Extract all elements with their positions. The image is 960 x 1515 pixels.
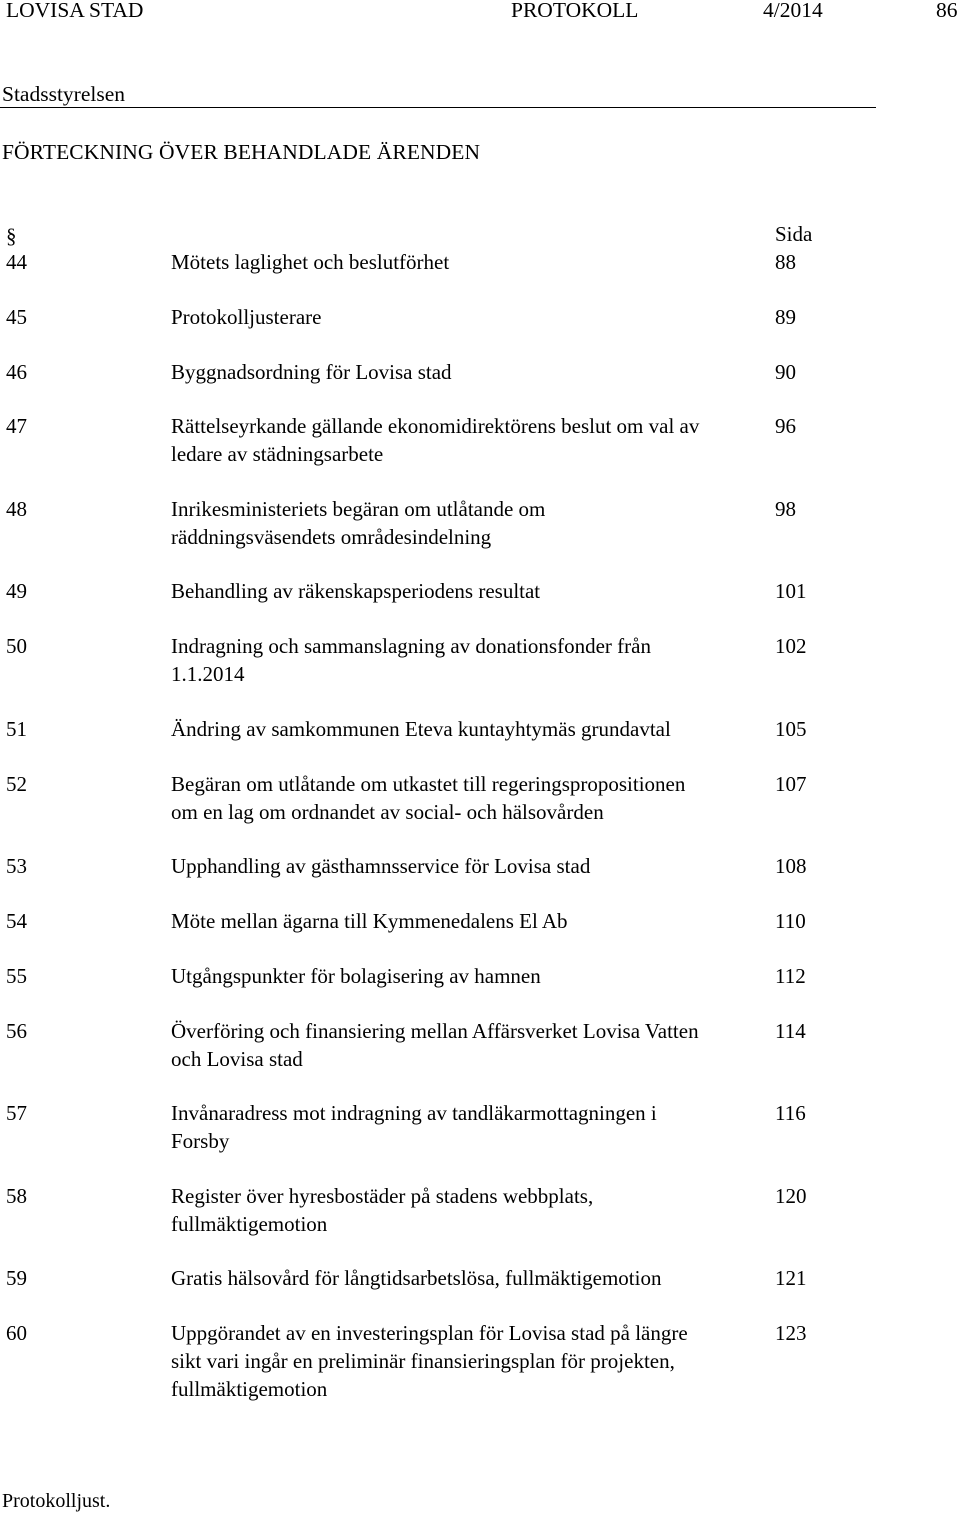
item-number: 53 [6,854,27,878]
item-number: 57 [6,1101,27,1125]
item-page: 123 [775,1321,807,1345]
item-page: 116 [775,1101,806,1125]
item-page: 107 [775,772,807,796]
item-number: 56 [6,1019,27,1043]
item-number: 47 [6,414,27,438]
item-page: 96 [775,414,796,438]
item-page: 112 [775,964,806,988]
item-title: Överföring och finansiering mellan Affärsverket Lovisa Vatten och Lovisa stad [171,1019,699,1071]
item-page: 114 [775,1019,806,1043]
item-number: 46 [6,360,27,384]
item-number: 58 [6,1184,27,1208]
item-page: 102 [775,634,807,658]
item-title: Register över hyresbostäder på stadens webbplats, fullmäktigemotion [171,1184,594,1236]
item-title: Upphandling av gästhamnsservice för Lovisa stad [171,854,591,878]
item-title: Invånaradress mot indragning av tandläkarmottagningen i Forsby [171,1101,657,1153]
item-title: Uppgörandet av en investeringsplan för Lovisa stad på längre sikt vari ingår en preliminär finansieringsplan för projekten, fullmäktigemotion [171,1321,688,1401]
item-page: 90 [775,360,796,384]
item-page: 88 [775,250,796,274]
item-page: 89 [775,305,796,329]
item-number: 52 [6,772,27,796]
item-title: Inrikesministeriets begäran om utlåtande om räddningsväsendets områdesindelning [171,497,546,549]
page-column-header: Sida [775,222,813,246]
item-number: 55 [6,964,27,988]
item-page: 108 [775,854,807,878]
item-title: Indragning och sammanslagning av donationsfonder från 1.1.2014 [171,634,651,686]
section-symbol: § [6,224,17,248]
item-number: 50 [6,634,27,658]
item-number: 44 [6,250,27,274]
item-title: Gratis hälsovård för långtidsarbetslösa, fullmäktigemotion [171,1266,662,1290]
item-number: 45 [6,305,27,329]
item-page: 98 [775,497,796,521]
item-number: 49 [6,579,27,603]
document-number: 4/2014 [763,0,823,22]
item-page: 120 [775,1184,807,1208]
item-title: Utgångspunkter för bolagisering av hamnen [171,964,541,988]
item-title: Möte mellan ägarna till Kymmenedalens El Ab [171,909,568,933]
footer-signature-label: Protokolljust. [2,1490,111,1512]
item-title: Behandling av räkenskapsperiodens resultat [171,579,541,603]
page-title: FÖRTECKNING ÖVER BEHANDLADE ÄRENDEN [2,140,481,164]
item-title: Rättelseyrkande gällande ekonomidirektörens beslut om val av ledare av städningsarbete [171,414,700,466]
item-title: Byggnadsordning för Lovisa stad [171,360,452,384]
item-page: 101 [775,579,807,603]
item-page: 110 [775,909,806,933]
item-number: 51 [6,717,27,741]
item-number: 59 [6,1266,27,1290]
item-title: Ändring av samkommunen Eteva kuntayhtymäs grundavtal [171,717,671,741]
page-number: 86 [936,0,958,22]
item-page: 121 [775,1266,807,1290]
item-number: 54 [6,909,27,933]
item-page: 105 [775,717,807,741]
item-number: 48 [6,497,27,521]
page-header [0,0,960,26]
organization-name: LOVISA STAD [6,0,144,22]
divider [0,107,876,108]
item-number: 60 [6,1321,27,1345]
body-name: Stadsstyrelsen [2,82,126,106]
document-type: PROTOKOLL [511,0,639,22]
item-title: Protokolljusterare [171,305,322,329]
item-title: Begäran om utlåtande om utkastet till regeringspropositionen om en lag om ordnandet av social- och hälsovården [171,772,686,824]
item-title: Mötets laglighet och beslutförhet [171,250,450,274]
